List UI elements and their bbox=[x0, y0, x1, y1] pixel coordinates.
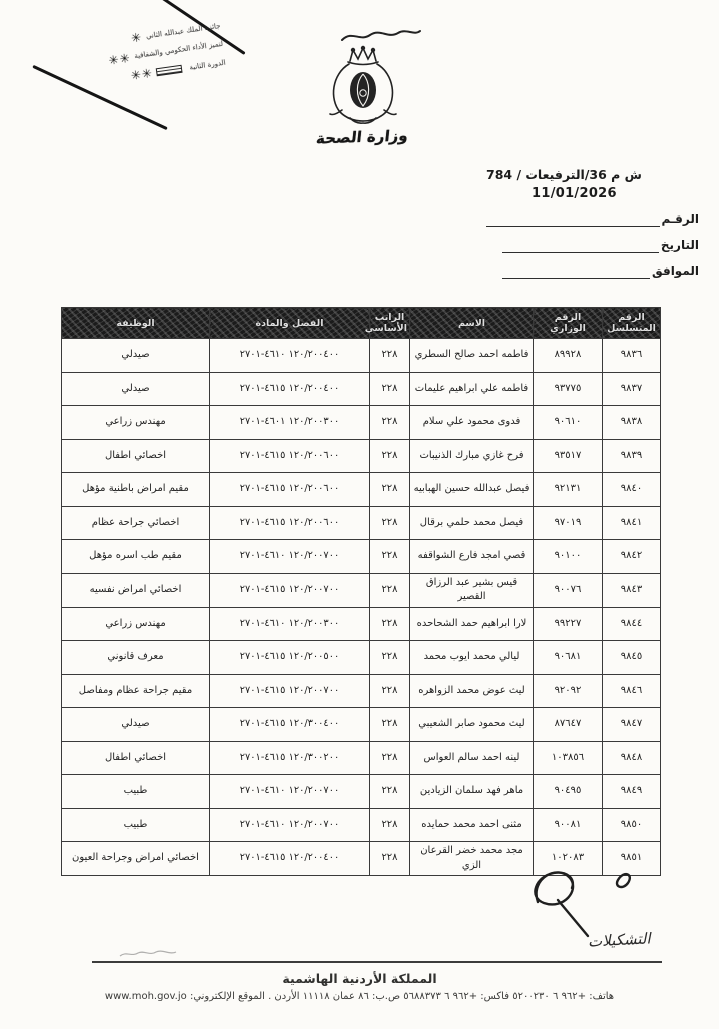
cell-ministry_no: ٩٠٦١٠ bbox=[534, 406, 603, 440]
table-row bbox=[62, 506, 661, 540]
cell-serial: ٩٨٤٣ bbox=[603, 573, 661, 607]
table-row bbox=[62, 641, 661, 675]
field-tarikh bbox=[474, 227, 699, 253]
column-header-job_title: الوظيفة bbox=[62, 308, 210, 339]
footer-kingdom-title: المملكة الأردنية الهاشمية bbox=[282, 971, 437, 986]
cell-job_title: صيدلي bbox=[62, 339, 210, 373]
cell-name: لارا ابراهيم حمد الشحاحده bbox=[410, 607, 534, 641]
cell-serial: ٩٨٤١ bbox=[603, 506, 661, 540]
cell-serial: ٩٨٤٥ bbox=[603, 641, 661, 675]
cell-basic_salary: ٢٢٨ bbox=[370, 607, 410, 641]
cell-chapter_article: ١٢٠/٢٠٠٦٠٠ ٤٦١٥-٢٧٠١ bbox=[210, 506, 370, 540]
cell-ministry_no: ٩٠٦٨١ bbox=[534, 641, 603, 675]
faint-annotation bbox=[118, 948, 178, 960]
ministry-of-health-logo-text: وزارة الصحة bbox=[315, 126, 409, 148]
cell-chapter_article: ١٢٠/٣٠٠٢٠٠ ٤٦١٥-٢٧٠١ bbox=[210, 741, 370, 775]
cell-serial: ٩٨٣٩ bbox=[603, 439, 661, 473]
cell-name: فرح غازي مبارك الذنيبات bbox=[410, 439, 534, 473]
footer-contact-line: هاتف: +٩٦٢ ٦ ٥٢٠٠٢٣٠ فاكس: +٩٦٢ ٦ ٥٦٨٨٣٧٣ ص.ب: ٨٦ عمان ١١١١٨ الأردن . الموقع الإلكتروني: www.moh.gov.jo bbox=[104, 991, 615, 1002]
cell-basic_salary: ٢٢٨ bbox=[370, 674, 410, 708]
cell-ministry_no: ٩٠٠٧٦ bbox=[534, 573, 603, 607]
cell-chapter_article: ١٢٠/٢٠٠٧٠٠ ٤٦١٠-٢٧٠١ bbox=[210, 808, 370, 842]
table-row bbox=[62, 607, 661, 641]
stamp-line-3: الدورة الثانية bbox=[188, 58, 227, 72]
cell-chapter_article: ١٢٠/٢٠٠٧٠٠ ٤٦١٥-٢٧٠١ bbox=[210, 573, 370, 607]
table-row bbox=[62, 473, 661, 507]
cell-chapter_article: ١٢٠/٢٠٠٧٠٠ ٤٦١٥-٢٧٠١ bbox=[210, 674, 370, 708]
cell-serial: ٩٨٤٩ bbox=[603, 775, 661, 809]
table-row bbox=[62, 775, 661, 809]
jordan-coat-of-arms-icon bbox=[320, 44, 406, 128]
cell-job_title: صيدلي bbox=[62, 708, 210, 742]
cell-name: ليث عوض محمد الزواهره bbox=[410, 674, 534, 708]
table-row bbox=[62, 708, 661, 742]
cell-ministry_no: ٩٠١٠٠ bbox=[534, 540, 603, 574]
cell-name: ليث محمود صابر الشعيبي bbox=[410, 708, 534, 742]
cell-job_title: اخصائي اطفال bbox=[62, 741, 210, 775]
stamp-logo-box bbox=[156, 65, 183, 77]
document-date: 11/01/2026 bbox=[532, 186, 617, 201]
cell-name: فيصل محمد حلمي برقال bbox=[410, 506, 534, 540]
cell-name: ماهر فهد سلمان الزيادين bbox=[410, 775, 534, 809]
cell-job_title: مهندس زراعي bbox=[62, 406, 210, 440]
table-row bbox=[62, 439, 661, 473]
handwritten-note: التشكيلات bbox=[587, 929, 651, 951]
cell-chapter_article: ١٢٠/٢٠٠٤٠٠ ٤٦١٥-٢٧٠١ bbox=[210, 372, 370, 406]
cell-ministry_no: ٩٢١٣١ bbox=[534, 473, 603, 507]
cell-basic_salary: ٢٢٨ bbox=[370, 439, 410, 473]
cell-serial: ٩٨٤٠ bbox=[603, 473, 661, 507]
field-label: التاريخ bbox=[660, 238, 699, 252]
table-row bbox=[62, 372, 661, 406]
cell-basic_salary: ٢٢٨ bbox=[370, 775, 410, 809]
cell-ministry_no: ١٠٢٠٨٣ bbox=[534, 842, 603, 876]
column-header-basic_salary: الراتب الأساسي bbox=[370, 308, 410, 339]
cell-basic_salary: ٢٢٨ bbox=[370, 540, 410, 574]
blank-line bbox=[502, 265, 650, 279]
table-row bbox=[62, 674, 661, 708]
table-header-row bbox=[62, 308, 661, 339]
cell-name: قيس بشير عبد الرزاق القصير bbox=[410, 573, 534, 607]
column-header-serial: الرقم المتسلسل bbox=[603, 308, 661, 339]
cell-serial: ٩٨٣٦ bbox=[603, 339, 661, 373]
star-icon: ✳ bbox=[130, 30, 144, 46]
cell-name: فاطمه احمد صالح السطري bbox=[410, 339, 534, 373]
cell-ministry_no: ٩٧٠١٩ bbox=[534, 506, 603, 540]
cell-name: فدوى محمود علي سلام bbox=[410, 406, 534, 440]
cell-job_title: معرف قانوني bbox=[62, 641, 210, 675]
cell-serial: ٩٨٤٧ bbox=[603, 708, 661, 742]
field-raqm bbox=[474, 201, 699, 227]
cell-serial: ٩٨٤٨ bbox=[603, 741, 661, 775]
blank-line bbox=[502, 239, 659, 253]
cell-job_title: اخصائي امراض نفسيه bbox=[62, 573, 210, 607]
table-row bbox=[62, 808, 661, 842]
cell-chapter_article: ١٢٠/٣٠٠٤٠٠ ٤٦١٥-٢٧٠١ bbox=[210, 708, 370, 742]
cell-job_title: اخصائي امراض وجراحة العيون bbox=[62, 842, 210, 876]
cell-ministry_no: ٨٧٦٤٧ bbox=[534, 708, 603, 742]
reference-block bbox=[474, 167, 699, 279]
field-label: الموافق bbox=[652, 264, 699, 278]
field-label: الرقـم bbox=[661, 212, 699, 226]
table-row bbox=[62, 540, 661, 574]
cell-chapter_article: ١٢٠/٢٠٠٧٠٠ ٤٦١٠-٢٧٠١ bbox=[210, 540, 370, 574]
cell-basic_salary: ٢٢٨ bbox=[370, 741, 410, 775]
table-row bbox=[62, 741, 661, 775]
cell-job_title: مقيم امراض باطنية مؤهل bbox=[62, 473, 210, 507]
cell-chapter_article: ١٢٠/٢٠٠٦٠٠ ٤٦١٥-٢٧٠١ bbox=[210, 439, 370, 473]
cell-name: فاطمه علي ابراهيم عليمات bbox=[410, 372, 534, 406]
cell-job_title: مقيم طب اسره مؤهل bbox=[62, 540, 210, 574]
cell-job_title: اخصائي اطفال bbox=[62, 439, 210, 473]
cell-serial: ٩٨٣٧ bbox=[603, 372, 661, 406]
cell-name: لينه احمد سالم العواس bbox=[410, 741, 534, 775]
cell-chapter_article: ١٢٠/٢٠٠٣٠٠ ٤٦١٠-٢٧٠١ bbox=[210, 607, 370, 641]
cell-serial: ٩٨٥٠ bbox=[603, 808, 661, 842]
cell-name: ليالي محمد ايوب محمد bbox=[410, 641, 534, 675]
cell-basic_salary: ٢٢٨ bbox=[370, 708, 410, 742]
column-header-chapter_article: الفصل والمادة bbox=[210, 308, 370, 339]
cell-ministry_no: ٩٢٠٩٢ bbox=[534, 674, 603, 708]
cell-job_title: مهندس زراعي bbox=[62, 607, 210, 641]
cell-serial: ٩٨٤٢ bbox=[603, 540, 661, 574]
cell-serial: ٩٨٤٦ bbox=[603, 674, 661, 708]
column-header-ministry_no: الرقم الوزاري bbox=[534, 308, 603, 339]
cell-name: فيصل عبدالله حسين الهبابيه bbox=[410, 473, 534, 507]
blank-line bbox=[486, 213, 660, 227]
cell-ministry_no: ٩٠٤٩٥ bbox=[534, 775, 603, 809]
cell-job_title: صيدلي bbox=[62, 372, 210, 406]
table-row bbox=[62, 339, 661, 373]
cell-basic_salary: ٢٢٨ bbox=[370, 406, 410, 440]
cell-basic_salary: ٢٢٨ bbox=[370, 372, 410, 406]
cell-chapter_article: ١٢٠/٢٠٠٧٠٠ ٤٦١٠-٢٧٠١ bbox=[210, 775, 370, 809]
cell-ministry_no: ٩٩٢٢٧ bbox=[534, 607, 603, 641]
cell-ministry_no: ٩٠٠٨١ bbox=[534, 808, 603, 842]
cell-job_title: طبيب bbox=[62, 808, 210, 842]
promotions-table bbox=[61, 307, 661, 876]
cell-ministry_no: ٩٣٧٧٥ bbox=[534, 372, 603, 406]
cell-chapter_article: ١٢٠/٢٠٠٤٠٠ ٤٦١٥-٢٧٠١ bbox=[210, 842, 370, 876]
cell-serial: ٩٨٤٤ bbox=[603, 607, 661, 641]
award-stamp bbox=[31, 17, 227, 99]
reference-number: ش م 36/الترفيعات / 784 bbox=[486, 167, 642, 182]
cell-name: قصي امجد فارع الشواقفه bbox=[410, 540, 534, 574]
cell-chapter_article: ١٢٠/٢٠٠٥٠٠ ٤٦١٥-٢٧٠١ bbox=[210, 641, 370, 675]
cell-basic_salary: ٢٢٨ bbox=[370, 808, 410, 842]
cell-basic_salary: ٢٢٨ bbox=[370, 573, 410, 607]
cell-chapter_article: ١٢٠/٢٠٠٦٠٠ ٤٦١٥-٢٧٠١ bbox=[210, 473, 370, 507]
cell-basic_salary: ٢٢٨ bbox=[370, 339, 410, 373]
cell-basic_salary: ٢٢٨ bbox=[370, 506, 410, 540]
cell-serial: ٩٨٥١ bbox=[603, 842, 661, 876]
cell-basic_salary: ٢٢٨ bbox=[370, 473, 410, 507]
royal-motto-calligraphy bbox=[338, 26, 424, 46]
cell-basic_salary: ٢٢٨ bbox=[370, 641, 410, 675]
cell-name: مثنى احمد محمد حمايده bbox=[410, 808, 534, 842]
column-header-name: الاسم bbox=[410, 308, 534, 339]
cell-ministry_no: ١٠٣٨٥٦ bbox=[534, 741, 603, 775]
table-row bbox=[62, 573, 661, 607]
stamp-line-1: جائزة الملك عبدالله الثاني bbox=[145, 21, 221, 41]
footer-divider bbox=[92, 961, 662, 963]
cell-job_title: اخصائي جراحة عظام bbox=[62, 506, 210, 540]
star-icon: ✳✳ bbox=[107, 50, 132, 68]
field-muwafiq bbox=[474, 253, 699, 279]
cell-chapter_article: ١٢٠/٢٠٠٤٠٠ ٤٦١٠-٢٧٠١ bbox=[210, 339, 370, 373]
cell-name: مجد محمد خضر القرعان الزي bbox=[410, 842, 534, 876]
cell-basic_salary: ٢٢٨ bbox=[370, 842, 410, 876]
cell-chapter_article: ١٢٠/٢٠٠٣٠٠ ٤٦٠١-٢٧٠١ bbox=[210, 406, 370, 440]
cell-job_title: طبيب bbox=[62, 775, 210, 809]
star-icon: ✳✳ bbox=[129, 66, 154, 84]
stamp-line-2: لتميز الأداء الحكومي والشفافية bbox=[133, 40, 224, 61]
cell-serial: ٩٨٣٨ bbox=[603, 406, 661, 440]
cell-ministry_no: ٨٩٩٢٨ bbox=[534, 339, 603, 373]
cell-ministry_no: ٩٣٥١٧ bbox=[534, 439, 603, 473]
table-row bbox=[62, 406, 661, 440]
cell-job_title: مقيم جراحة عظام ومفاصل bbox=[62, 674, 210, 708]
